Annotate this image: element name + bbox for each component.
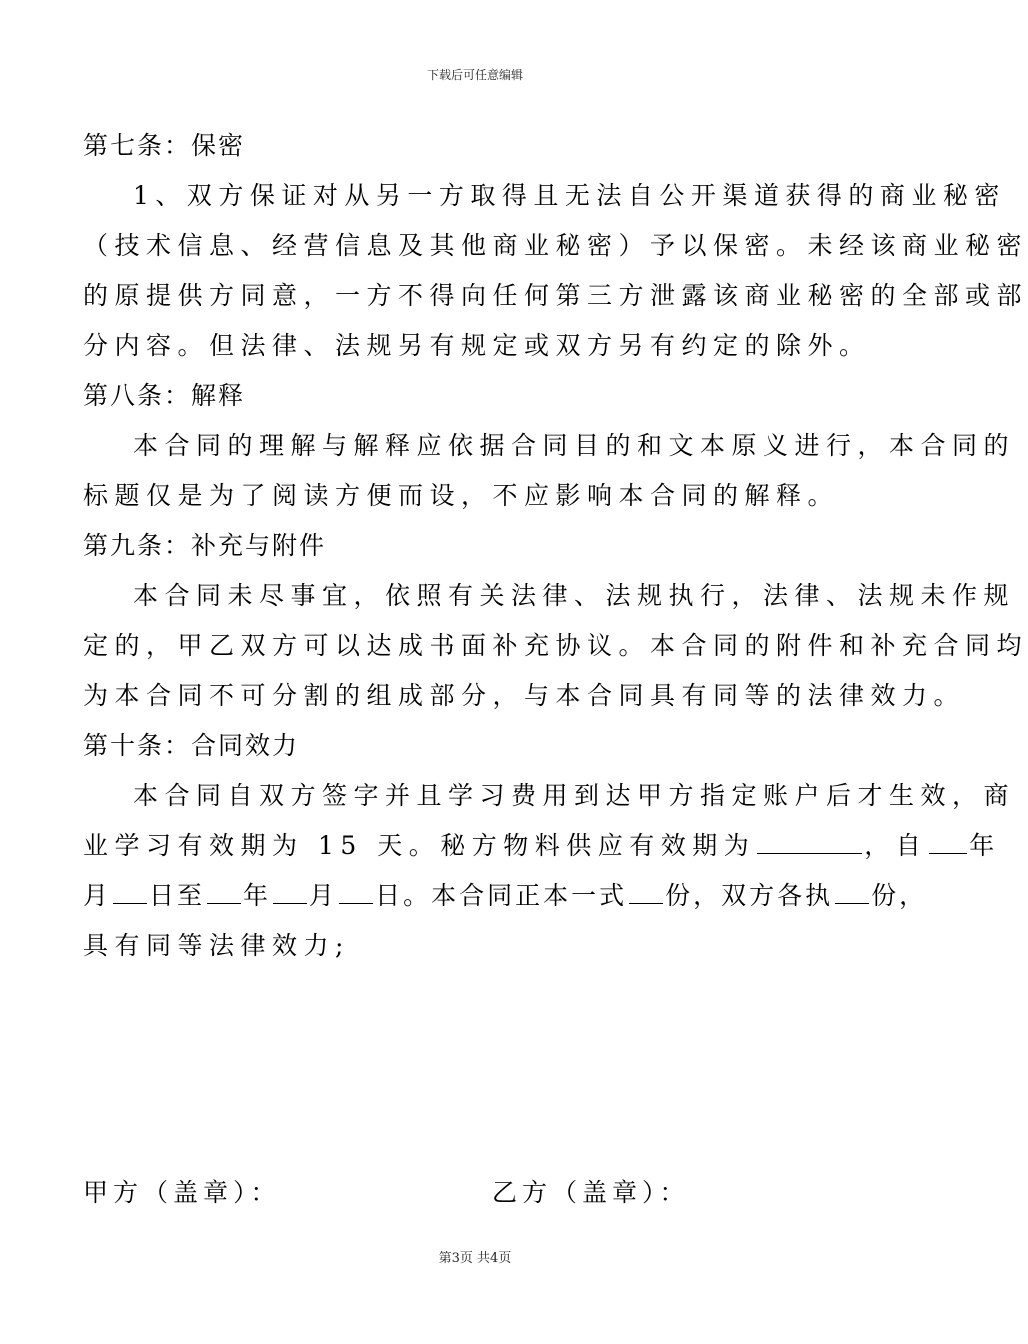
article7-line: 分内容。但法律、法规另有规定或双方另有约定的除外。 (83, 331, 871, 360)
end-day-blank[interactable] (339, 881, 373, 904)
article10-text: 年 (243, 881, 272, 910)
article9-line: 本合同未尽事宜，依照有关法律、法规执行，法律、法规未作规 (133, 581, 1016, 610)
supply-period-blank[interactable] (757, 831, 862, 854)
article10-text: ，自 (864, 831, 928, 860)
article9-heading: 第九条：补充与附件 (83, 531, 327, 560)
article10-text: 份，双方各执 (665, 881, 834, 910)
article10-line (83, 821, 1001, 871)
article10-text: 月 (309, 881, 338, 910)
article8-line: 本合同的理解与解释应依据合同目的和文本原义进行，本合同的 (133, 431, 1016, 460)
article8-heading: 第八条：解释 (83, 381, 246, 410)
article7-heading: 第七条：保密 (83, 131, 246, 160)
article7-line: 1、双方保证对从另一方取得且无法自公开渠道获得的商业秘密 (133, 181, 1006, 210)
article10-line (83, 871, 927, 921)
article10-text: 年 (969, 831, 1001, 860)
article9-line: 定的，甲乙双方可以达成书面补充协议。本合同的附件和补充合同均 (83, 631, 1028, 660)
article10-line: 本合同自双方签字并且学习费用到达甲方指定账户后才生效，商 (133, 781, 1016, 810)
article10-text: 日至 (149, 881, 206, 910)
start-month-blank[interactable] (113, 881, 147, 904)
end-month-blank[interactable] (273, 881, 307, 904)
article8-line: 标题仅是为了阅读方便而设，不应影响本合同的解释。 (83, 481, 840, 510)
start-year-blank[interactable] (929, 831, 967, 854)
article10-text: 业学习有效期为 15 天。秘方物料供应有效期为 (83, 831, 756, 860)
each-holds-blank[interactable] (835, 881, 869, 904)
end-year-blank[interactable] (207, 881, 241, 904)
header-note: 下载后可任意编辑 (426, 68, 523, 82)
article9-line: 为本合同不可分割的组成部分，与本合同具有同等的法律效力。 (83, 681, 966, 710)
copies-blank[interactable] (629, 881, 663, 904)
article10-text: 月 (83, 881, 112, 910)
article10-line: 具有同等法律效力; (83, 931, 350, 960)
article7-line: （技术信息、经营信息及其他商业秘密）予以保密。未经该商业秘密 (83, 231, 1028, 260)
article10-text: 份， (871, 881, 928, 910)
page-footer: 第3页 共4页 (438, 1251, 512, 1266)
article10-heading: 第十条：合同效力 (83, 731, 300, 760)
article7-line: 的原提供方同意，一方不得向任何第三方泄露该商业秘密的全部或部 (83, 281, 1028, 310)
article10-text: 日。本合同正本一式 (375, 881, 628, 910)
party-b-signature: 乙方（盖章）： (492, 1178, 690, 1207)
party-a-signature: 甲方（盖章）： (83, 1178, 281, 1207)
